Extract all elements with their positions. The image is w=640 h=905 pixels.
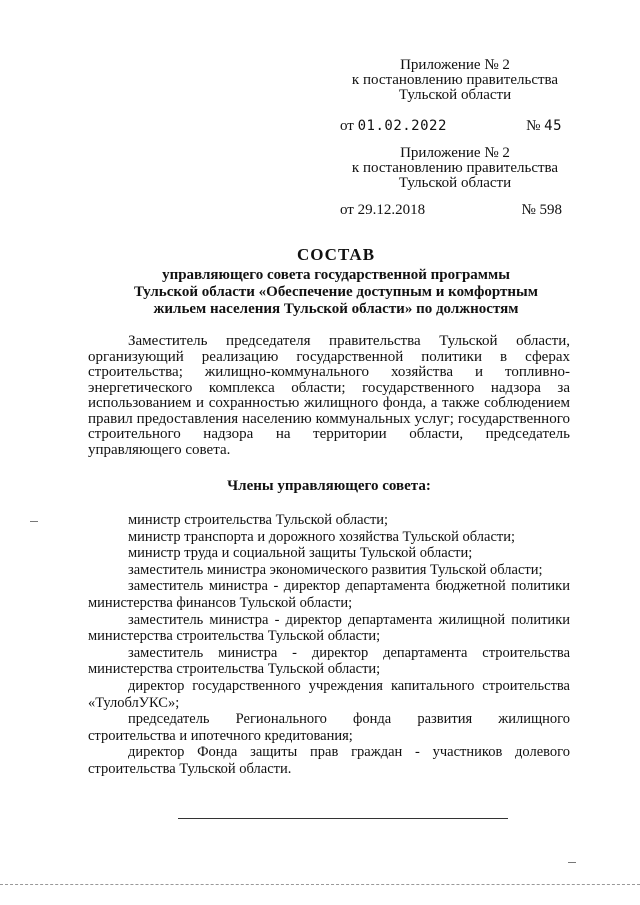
chairman-text: Заместитель председателя правительства Тульской области, организующий реализацию государственной политики в сферах строительства; жилищно-коммунального хозяйства и топливно-энергетического комплекса области; государственного надзора за использованием и сохранностью жилищного фонда, а также соблюдением правил предоставления населению коммунальных услуг; государственного строительного надзора на территории области, председатель управляющего совета. (88, 333, 570, 458)
title-line-3: жильем населения Тульской области» по должностям (153, 301, 519, 317)
list-item: министр труда и социальной защиты Тульской области; (128, 545, 473, 562)
appendix-region: Тульской области (398, 87, 512, 103)
resolution-number-original: № 598 (521, 202, 562, 218)
title-line-2: Тульской области «Обеспечение доступным и комфортным (133, 284, 538, 300)
appendix-header-current (340, 58, 570, 103)
appendix-header-original (340, 146, 570, 191)
list-item: министр строительства Тульской области; (128, 512, 389, 528)
appendix-resolution-ref-original: к постановлению правительства (351, 160, 559, 176)
title-line-1: управляющего совета государственной программы (162, 267, 510, 283)
scan-mark (568, 862, 576, 863)
resolution-date: 01.02.2022 (357, 118, 447, 134)
document-title (96, 246, 576, 318)
appendix-number-original: Приложение № 2 (400, 145, 510, 161)
appendix-number: Приложение № 2 (400, 57, 510, 73)
resolution-number-wrap (526, 118, 562, 135)
scan-edge-line (0, 884, 640, 885)
appendix-region-original: Тульской области (398, 175, 512, 191)
scan-mark (30, 521, 38, 522)
resolution-ref-original (340, 202, 570, 219)
members-list (88, 512, 570, 778)
number-prefix: № (526, 118, 541, 134)
chairman-paragraph (88, 334, 570, 458)
list-item: министр транспорта и дорожного хозяйства Тульской области; (128, 528, 516, 545)
list-item: заместитель министра - директор департамента строительства министерства строительства Тульской области; (88, 644, 570, 678)
appendix-resolution-ref: к постановлению правительства (351, 72, 559, 88)
title-main: СОСТАВ (296, 245, 376, 264)
list-item: директор государственного учреждения капитального строительства «ТулоблУКС»; (88, 677, 570, 711)
resolution-ref-current (340, 118, 570, 135)
date-prefix: от (340, 118, 354, 134)
list-item: заместитель министра экономического развития Тульской области; (128, 561, 543, 578)
list-item: председатель Регионального фонда развития жилищного строительства и ипотечного кредитования; (88, 711, 570, 744)
list-item: заместитель министра - директор департамента жилищной политики министерства строительства Тульской области; (88, 611, 570, 645)
list-item: заместитель министра - директор департамента бюджетной политики министерства финансов Тульской области; (88, 578, 570, 611)
resolution-date-original: от 29.12.2018 (340, 202, 426, 218)
closing-rule (178, 818, 508, 819)
resolution-number: 45 (544, 118, 562, 134)
members-heading: Члены управляющего совета: (227, 478, 431, 494)
list-item: директор Фонда защиты прав граждан - участников долевого строительства Тульской области. (88, 744, 570, 777)
